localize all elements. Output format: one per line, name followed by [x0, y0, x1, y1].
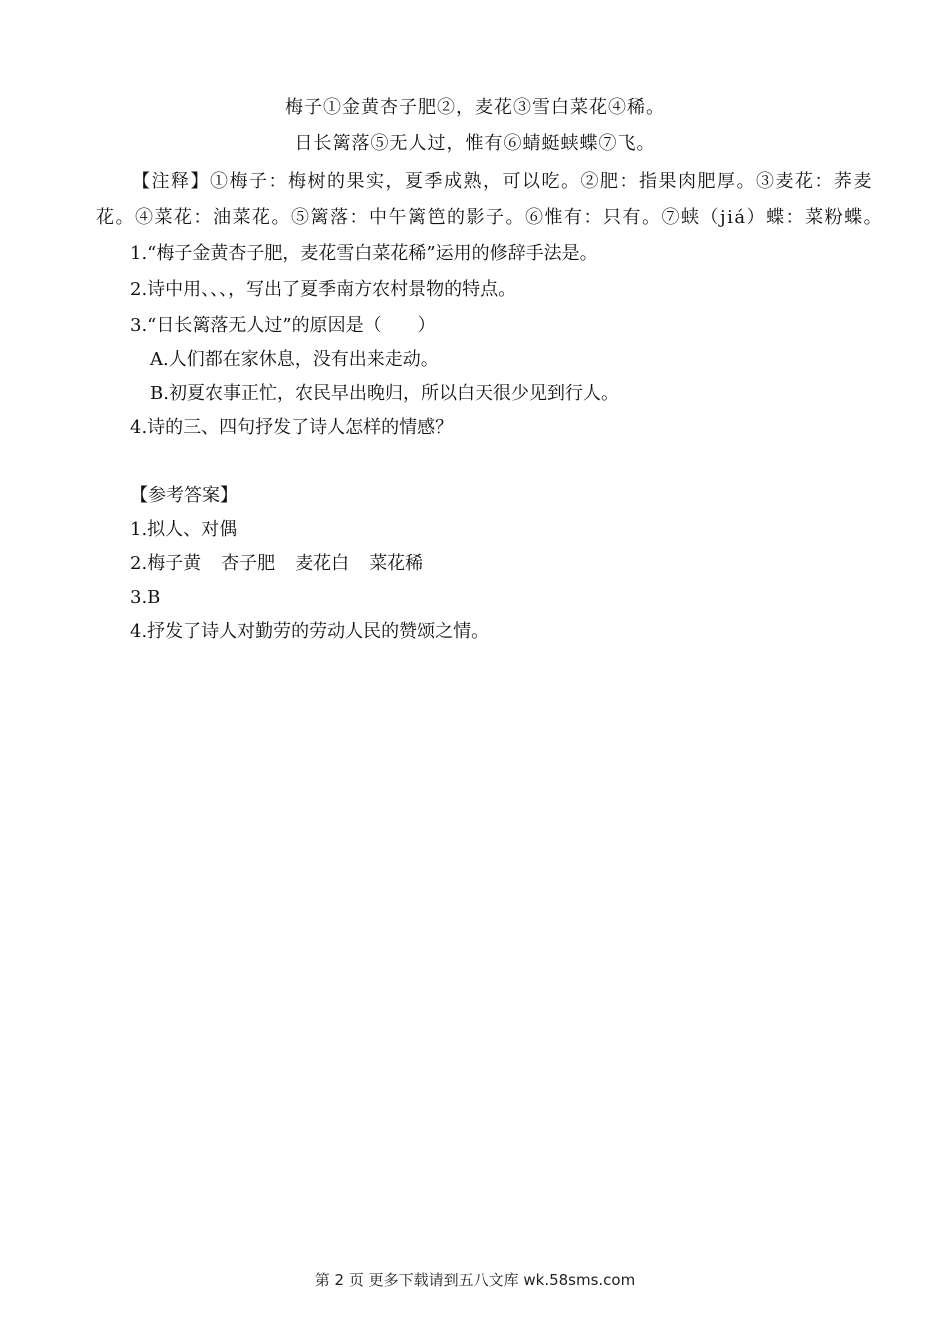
- annotation-line-2: 花。④菜花：油菜花。⑤篱落：中午篱笆的影子。⑥惟有：只有。⑦蛱（jiá）蝶：菜粉蝶。: [96, 207, 884, 228]
- answer-2-number: 2.: [130, 553, 148, 574]
- question-4: 4.诗的三、四句抒发了诗人怎样的情感？: [130, 417, 454, 438]
- annotation-line-1: 【注释】①梅子：梅树的果实，夏季成熟，可以吃。②肥：指果肉肥厚。③麦花：荞麦: [132, 171, 873, 192]
- page-footer: 第 2 页 更多下载请到五八文库 wk.58sms.com: [314, 1271, 636, 1289]
- poem-line-1: 梅子①金黄杏子肥②，麦花③雪白菜花④稀。: [285, 97, 665, 118]
- answer-4: 4.抒发了诗人对勤劳的劳动人民的赞颂之情。: [130, 621, 490, 642]
- answer-3: 3.B: [130, 587, 161, 608]
- question-2: 2.诗中用、、、，写出了夏季南方农村景物的特点。: [130, 279, 517, 300]
- question-3: 3.“日长篱落无人过”的原因是（ ）: [130, 315, 436, 336]
- answer-2-item: 麦花白: [295, 553, 350, 574]
- answer-2: [130, 552, 423, 576]
- question-1: 1.“梅子金黄杏子肥，麦花雪白菜花稀”运用的修辞手法是。: [130, 243, 598, 264]
- answer-2-item: 杏子肥: [221, 553, 276, 574]
- question-3-option-b: B.初夏农事正忙，农民早出晚归，所以白天很少见到行人。: [150, 383, 619, 404]
- answer-1: 1.拟人、对偶: [130, 519, 238, 540]
- answers-heading: 【参考答案】: [130, 485, 238, 506]
- question-3-option-a: A.人们都在家休息，没有出来走动。: [150, 349, 439, 370]
- answer-2-item: 梅子黄: [147, 553, 202, 574]
- poem-line-2: 日长篱落⑤无人过，惟有⑥蜻蜓蛱蝶⑦飞。: [294, 133, 656, 154]
- answer-2-item: 菜花稀: [369, 553, 424, 574]
